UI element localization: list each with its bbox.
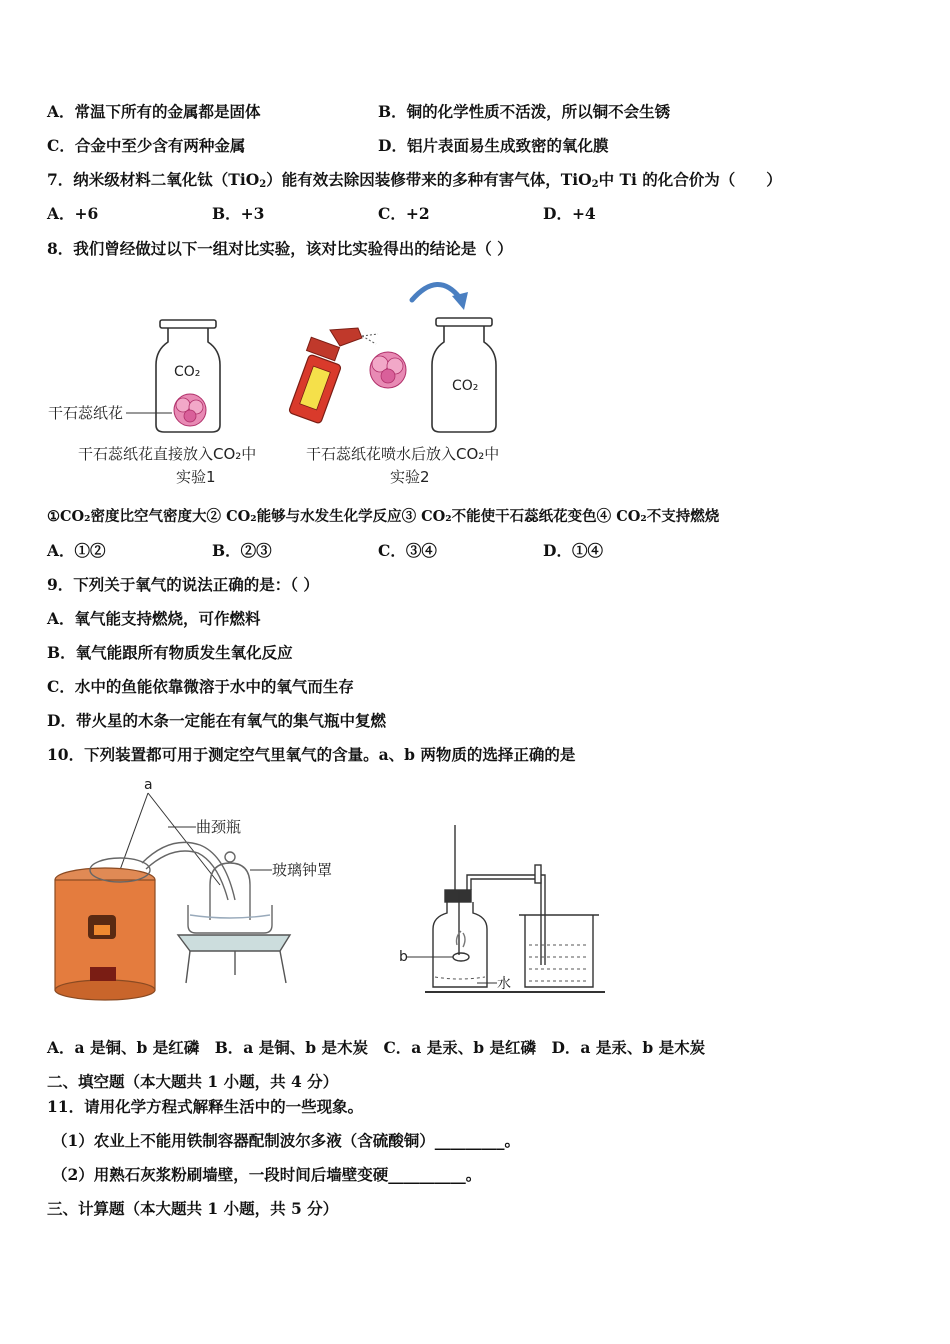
section-3-heading: 三、计算题（本大题共 1 小题，共 5 分） — [47, 1199, 339, 1218]
exp2-label: 实验2 — [390, 468, 430, 486]
label-a: a — [144, 777, 153, 793]
q10-figure-right — [395, 825, 610, 1000]
q9-option-d: D．带火星的木条一定能在有氧气的集气瓶中复燃 — [47, 711, 386, 730]
q7-option-d: D．+4 — [543, 204, 596, 223]
q7-stem: 7．纳米级材料二氧化钛（TiO$_2$）能有效去除因装修带来的多种有害气体，TiO$_2$中 Ti 的化合价为（ ） — [47, 170, 782, 190]
furnace-icon — [55, 868, 155, 1000]
q9-option-c: C．水中的鱼能依靠微溶于水中的氧气而生存 — [47, 677, 354, 696]
exp2-caption: 干石蕊纸花喷水后放入CO₂中 — [306, 445, 500, 463]
q8-stem: 8．我们曾经做过以下一组对比实验，该对比实验得出的结论是（ ） — [47, 239, 513, 258]
q8-figure — [40, 270, 560, 450]
q10-stem: 10．下列装置都可用于测定空气里氧气的含量。a、b 两物质的选择正确的是 — [47, 745, 576, 764]
co2-jar-2 — [432, 318, 496, 432]
q11-part-2: （2）用熟石灰浆粉刷墙壁，一段时间后墙壁变硬__________。 — [52, 1165, 482, 1184]
bell-jar-icon — [188, 852, 272, 933]
label-b: b — [399, 949, 408, 965]
q9-stem: 9．下列关于氧气的说法正确的是：（ ） — [47, 575, 319, 594]
stand-icon — [178, 935, 290, 983]
exp1-caption: 干石蕊纸花直接放入CO₂中 — [78, 445, 257, 463]
q6-option-d: D．铝片表面易生成致密的氧化膜 — [378, 136, 609, 155]
flower-label: 干石蕊纸花 — [48, 404, 124, 422]
q10-options: A．a 是铜、b 是红磷 B．a 是铜、b 是木炭 C．a 是汞、b 是红磷 D．a 是汞、b 是木炭 — [47, 1038, 706, 1057]
gas-bottle-icon — [433, 825, 545, 987]
exp1-label: 实验1 — [176, 468, 216, 486]
jar2-co2-label: CO₂ — [452, 378, 479, 394]
section-2-heading: 二、填空题（本大题共 1 小题，共 4 分） — [47, 1072, 339, 1091]
q8-option-c: C．③④ — [378, 541, 437, 560]
curved-arrow-icon — [412, 284, 468, 310]
label-retort: 曲颈瓶 — [196, 818, 242, 836]
q8-conclusions: ①CO₂密度比空气密度大② CO₂能够与水发生化学反应③ CO₂不能使干石蕊纸花变色④ CO₂不支持燃烧 — [47, 508, 720, 525]
label-bell-jar: 玻璃钟罩 — [272, 861, 333, 879]
flower-icon — [174, 394, 206, 426]
q11-stem: 11．请用化学方程式解释生活中的一些现象。 — [47, 1097, 364, 1116]
q8-option-d: D．①④ — [543, 541, 603, 560]
q11-part-1: （1）农业上不能用铁制容器配制波尔多液（含硫酸铜）_________。 — [52, 1131, 521, 1150]
q6-option-a: A．常温下所有的金属都是固体 — [47, 102, 261, 121]
q7-option-a: A．+6 — [47, 204, 99, 223]
q6-option-b: B．铜的化学性质不活泼，所以铜不会生锈 — [378, 102, 671, 121]
q9-option-a: A．氧气能支持燃烧，可作燃料 — [47, 609, 261, 628]
jar1-co2-label: CO₂ — [174, 364, 201, 380]
spray-bottle-icon — [288, 328, 378, 424]
label-water: 水 — [497, 976, 511, 992]
beaker-icon — [519, 915, 599, 987]
q8-option-b: B．②③ — [212, 541, 272, 560]
q6-option-c: C．合金中至少含有两种金属 — [47, 136, 246, 155]
q7-option-b: B．+3 — [212, 204, 265, 223]
q7-option-c: C．+2 — [378, 204, 430, 223]
q9-option-b: B．氧气能跟所有物质发生氧化反应 — [47, 643, 293, 662]
flower-icon — [370, 352, 406, 388]
q10-figure-left — [50, 775, 360, 1010]
q8-option-a: A．①② — [47, 541, 106, 560]
